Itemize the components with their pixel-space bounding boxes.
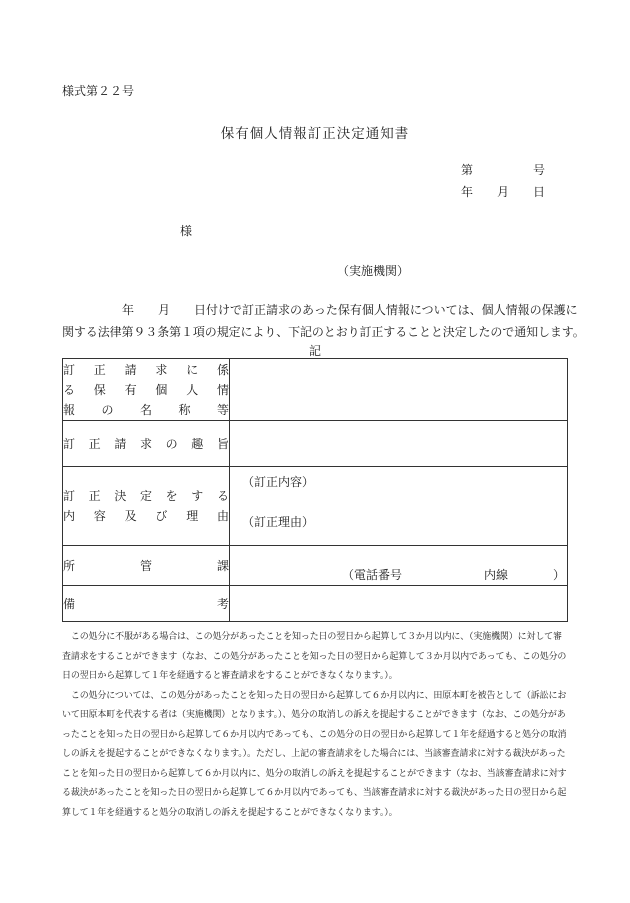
label-line	[63, 556, 229, 576]
label-char: 考	[216, 596, 229, 611]
value-department	[230, 546, 568, 586]
notes	[62, 628, 572, 823]
label-char: 人	[186, 382, 199, 397]
note-line: 査請求をすることができます（なお、この処分があったことを知った日の翌日から起算して３か月以内であっても、この処分の	[62, 651, 567, 662]
document-number	[461, 161, 545, 178]
label-char: 旨	[216, 436, 229, 451]
extension-label: 内線	[484, 568, 509, 582]
label-char: 保	[93, 382, 106, 397]
note-line: 算して１年を経過すると処分の取消しの訴えを提起することができなくなります。）。	[62, 807, 398, 818]
body-line-2: 関する法律第９３条第１項の規定により、下記のとおり訂正することと決定したので通知します。	[62, 325, 585, 339]
agency-label: （実施機関）	[337, 264, 410, 278]
note-line: いて田原本町を代表する者は（実施機関）となります。）、処分の取消しの訴えを提起することができます（なお、この処分があ	[62, 710, 566, 720]
notes-appeal	[62, 628, 572, 687]
notice-body	[62, 299, 585, 343]
label-request-purpose	[63, 421, 230, 467]
addressee: 様	[180, 224, 193, 238]
date-year: 年	[461, 185, 474, 199]
label-char: 個	[155, 382, 168, 397]
label-request-info	[63, 359, 230, 421]
label-char: 訂	[63, 362, 76, 377]
label-char: 正	[88, 436, 101, 451]
note-line: この処分については、この処分があったことを知った日の翌日から起算して６か月以内に、田原本町を被告として（訴訟にお	[62, 690, 567, 701]
label-char: 求	[155, 362, 168, 377]
label-department	[63, 546, 230, 586]
body-line-1: 年 月 日付けで訂正請求のあった保有個人情報については、個人情報の保護に	[122, 303, 578, 317]
date-month: 月	[496, 185, 509, 199]
label-char: び	[155, 509, 168, 523]
phone-label: （電話番号	[342, 568, 403, 582]
label-char: 情	[216, 382, 229, 397]
phone-close: ）	[553, 568, 566, 582]
label-char: の	[101, 402, 114, 417]
label-char: 決	[114, 489, 127, 503]
label-char: 定	[139, 489, 152, 503]
label-char: 管	[139, 558, 152, 573]
label-char: の	[165, 436, 178, 451]
label-char: 容	[93, 509, 106, 523]
notes-lawsuit	[62, 687, 572, 824]
table-row	[63, 421, 568, 467]
label-char: 趣	[191, 436, 204, 451]
form-number: 様式第２２号	[62, 84, 135, 98]
label-char: 正	[93, 362, 106, 377]
value-request-purpose	[230, 421, 568, 467]
label-char: 請	[114, 436, 127, 451]
label-char: に	[186, 362, 199, 377]
label-char: 課	[216, 558, 229, 573]
value-remarks	[230, 586, 568, 622]
correction-reason-label: （訂正理由）	[242, 515, 315, 529]
doc-number-suffix: 号	[532, 163, 545, 177]
document-title: 保有個人情報訂正決定通知書	[220, 126, 410, 142]
label-char: 称	[178, 402, 191, 417]
label-char: 名	[139, 402, 152, 417]
label-char: す	[191, 489, 204, 503]
ki-heading: 記	[308, 344, 321, 358]
decision-table	[62, 358, 568, 622]
label-char: 訂	[63, 489, 76, 503]
label-char: 理	[186, 509, 199, 523]
label-char: 求	[139, 436, 152, 451]
note-line: 日の翌日から起算して１年を経過すると審査請求をすることができなくなります。）。	[62, 671, 398, 681]
date-day: 日	[532, 185, 545, 199]
label-char: 所	[63, 558, 76, 573]
label-line	[63, 400, 229, 420]
label-line	[63, 594, 229, 614]
table-row	[63, 586, 568, 622]
table-row	[63, 546, 568, 586]
note-line: ことを知った日の翌日から起算して６か月以内に、処分の取消しの訴えを提起することができます（なお、当該審査請求に対す	[62, 768, 567, 779]
label-line	[63, 506, 229, 526]
label-decision	[63, 467, 230, 546]
label-char: を	[165, 489, 178, 503]
label-line	[63, 486, 229, 506]
label-char: 及	[124, 509, 137, 523]
label-char: 係	[216, 362, 229, 377]
doc-number-prefix: 第	[461, 163, 474, 177]
label-char: 請	[124, 362, 137, 377]
label-line	[63, 380, 229, 400]
label-line	[63, 434, 229, 454]
table-row	[63, 359, 568, 421]
label-char: 有	[124, 382, 137, 397]
value-request-info	[230, 359, 568, 421]
document-date	[461, 183, 545, 200]
label-char: る	[63, 382, 76, 397]
label-char: 報	[63, 402, 76, 417]
table-row	[63, 467, 568, 546]
note-line: しの訴えを提起することができなくなります。）。ただし、上記の審査請求をした場合には、当該審査請求に対する裁決があった	[62, 749, 566, 759]
label-char: 等	[216, 402, 229, 417]
note-line: この処分に不服がある場合は、この処分があったことを知った日の翌日から起算して３か月以内に、（実施機関）に対して審	[62, 632, 562, 642]
correction-content-label: （訂正内容）	[242, 475, 315, 489]
note-line: ったことを知った日の翌日から起算して６か月以内であっても、この処分の日の翌日から起算して１年を経過すると処分の取消	[62, 729, 567, 740]
label-remarks	[63, 586, 230, 622]
label-char: 由	[216, 509, 229, 523]
label-char: 訂	[63, 436, 76, 451]
label-char: る	[216, 489, 229, 503]
label-char: 正	[88, 489, 101, 503]
label-line	[63, 360, 229, 380]
label-char: 備	[63, 596, 76, 611]
value-decision	[230, 467, 568, 546]
label-char: 内	[63, 509, 76, 523]
note-line: る裁決があったことを知った日の翌日から起算して６か月以内であっても、当該審査請求に対する裁決があった日の翌日から起	[62, 788, 567, 798]
